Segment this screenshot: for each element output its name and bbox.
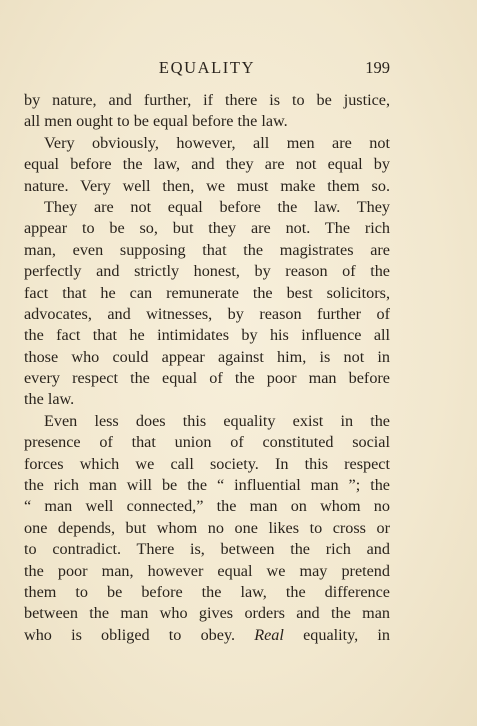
text-line: perfectly and strictly honest, by reason of the xyxy=(24,262,390,281)
text-line: forces which we call society. In this respect xyxy=(24,454,390,473)
text-line: They are not equal before the law. They xyxy=(44,197,390,216)
text-line: man, even supposing that the magistrates are xyxy=(24,240,390,259)
text-line: nature. Very well then, we must make them so. xyxy=(24,176,390,195)
page-header xyxy=(24,56,390,80)
text-segment: equality, in xyxy=(303,625,390,644)
text-line: equal before the law, and they are not equal by xyxy=(24,155,390,174)
text-line: them to be before the law, the difference xyxy=(24,582,390,601)
text-line: the fact that he intimidates by his influence all xyxy=(24,326,390,345)
text-line: between the man who gives orders and the man xyxy=(24,604,390,623)
text-line: all men ought to be equal before the law. xyxy=(24,112,288,131)
text-line: to contradict. There is, between the rich and xyxy=(24,540,390,559)
text-line: Even less does this equality exist in the xyxy=(44,411,390,430)
running-title: EQUALITY xyxy=(158,58,256,77)
text-line: “ man well connected,” the man on whom no xyxy=(24,497,390,516)
text-line: the rich man will be the “ influential man ”; the xyxy=(24,476,390,495)
italic-word: Real xyxy=(254,625,284,644)
text-line: appear to be so, but they are not. The rich xyxy=(24,219,390,238)
text-line: presence of that union of constituted social xyxy=(24,433,390,452)
text-line: advocates, and witnesses, by reason further of xyxy=(24,304,390,323)
text-line: one depends, but whom no one likes to cross or xyxy=(24,518,390,537)
text-line: the law. xyxy=(24,390,75,409)
page-number: 199 xyxy=(365,58,390,77)
text-line xyxy=(24,625,390,646)
text-line: those who could appear against him, is not in xyxy=(24,347,390,366)
body-text xyxy=(24,90,390,646)
text-segment: who is obliged to obey. xyxy=(24,625,236,644)
text-line: the poor man, however equal we may pretend xyxy=(24,561,390,580)
text-line: fact that he can remunerate the best solicitors, xyxy=(24,283,390,302)
text-line: by nature, and further, if there is to be justice, xyxy=(24,91,390,109)
text-line: Very obviously, however, all men are not xyxy=(44,133,390,152)
text-line: every respect the equal of the poor man before xyxy=(24,369,390,388)
